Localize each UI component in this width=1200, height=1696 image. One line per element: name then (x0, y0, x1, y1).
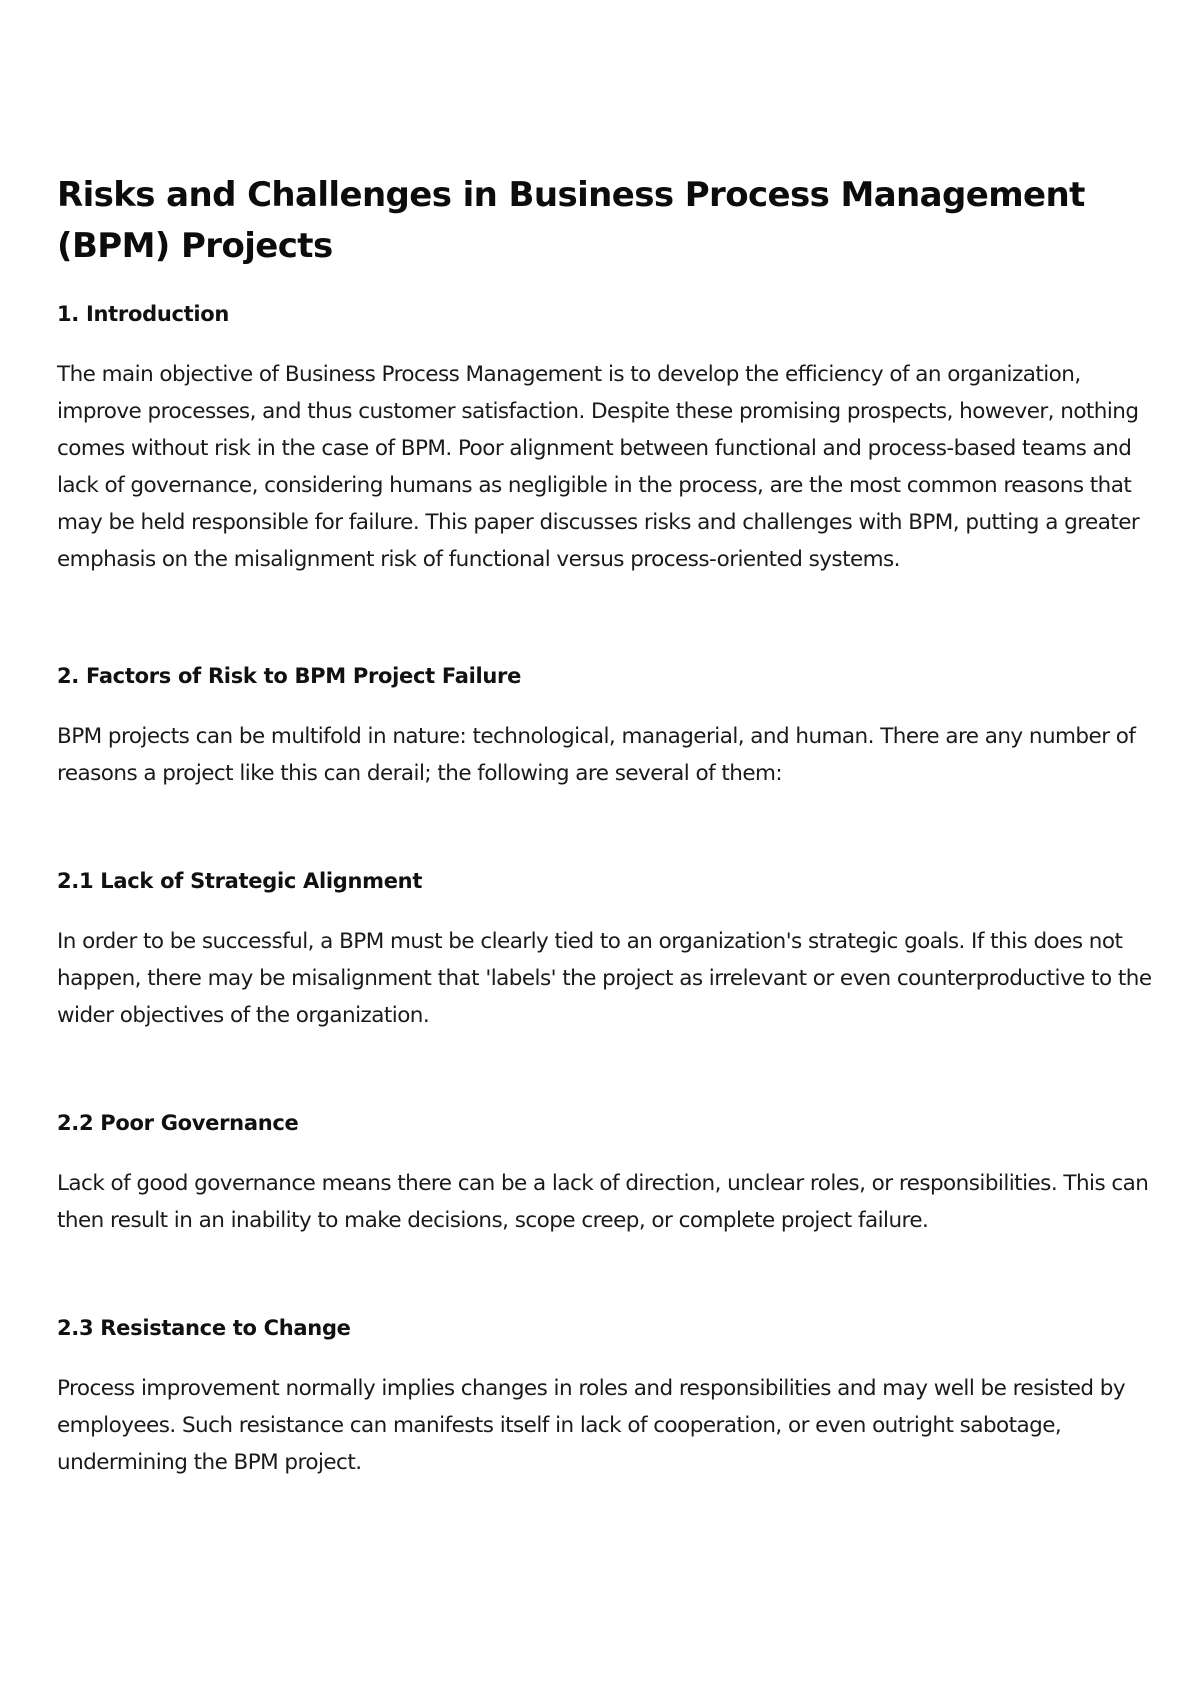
section-heading: 2.2 Poor Governance (57, 1111, 299, 1135)
section-heading: 2. Factors of Risk to BPM Project Failure (57, 664, 522, 688)
section-heading: 1. Introduction (57, 302, 230, 326)
section-spacer (57, 578, 1157, 661)
section-heading: 2.3 Resistance to Change (57, 1316, 351, 1340)
document-title: Risks and Challenges in Business Process Management (BPM) Projects (57, 175, 1085, 266)
section-spacer (57, 1034, 1157, 1108)
section-body: Process improvement normally implies changes in roles and responsibilities and may well be resisted by employees. Such resistance can manifests itself in lack of cooperation, or even outright sabotage, undermining the BPM project. (57, 1376, 1126, 1475)
section-resistance-to-change (57, 1313, 1157, 1481)
section-body: In order to be successful, a BPM must be clearly tied to an organization's strategic goals. If this does not happen, there may be misalignment that 'labels' the project as irrelevant or even counterproductive to the wider objectives of the organization. (57, 929, 1152, 1028)
section-spacer (57, 792, 1157, 866)
document-page (57, 170, 1157, 1481)
section-strategic-alignment (57, 866, 1157, 1034)
section-spacer (57, 1239, 1157, 1313)
section-body: The main objective of Business Process Management is to develop the efficiency of an organization, improve processes, and thus customer satisfaction. Despite these promising prospects, however, nothing comes without risk in the case of BPM. Poor alignment between functional and process-based teams and lack of governance, considering humans as negligible in the process, are the most common reasons that may be held responsible for failure. This paper discusses risks and challenges with BPM, putting a greater emphasis on the misalignment risk of functional versus process-oriented systems. (57, 362, 1140, 572)
section-risk-factors (57, 661, 1157, 792)
section-body: Lack of good governance means there can be a lack of direction, unclear roles, or responsibilities. This can then result in an inability to make decisions, scope creep, or complete project failure. (57, 1171, 1149, 1233)
section-introduction (57, 299, 1157, 578)
section-body: BPM projects can be multifold in nature: technological, managerial, and human. There are any number of reasons a project like this can derail; the following are several of them: (57, 724, 1136, 786)
section-heading: 2.1 Lack of Strategic Alignment (57, 869, 423, 893)
section-poor-governance (57, 1108, 1157, 1239)
